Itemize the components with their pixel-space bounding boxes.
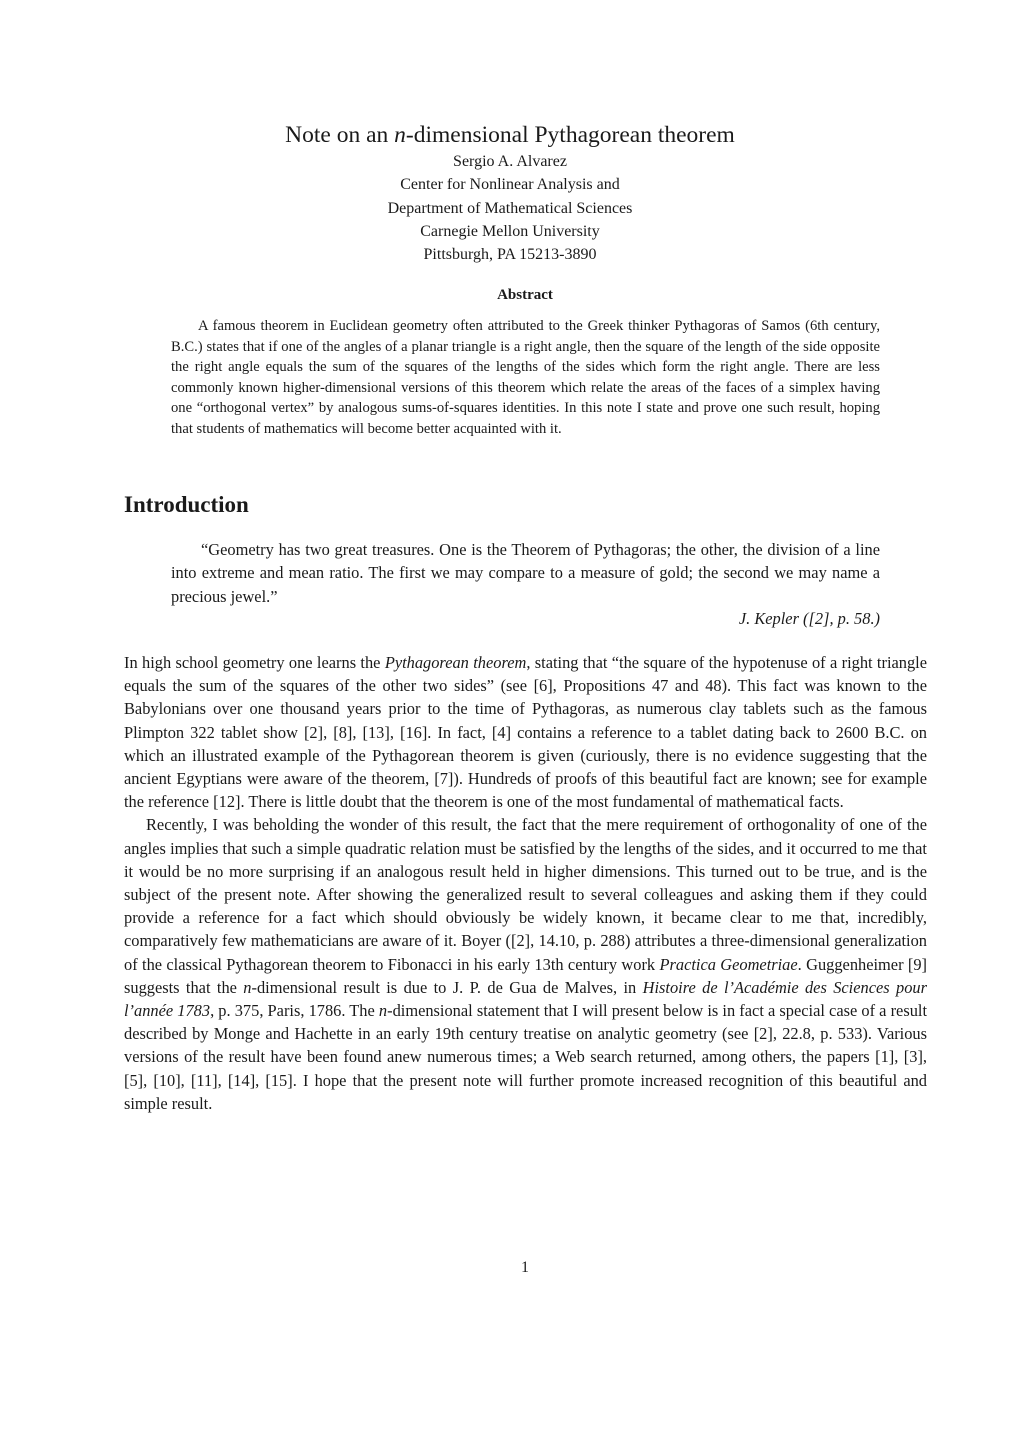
affiliation-line: Center for Nonlinear Analysis and — [400, 176, 620, 194]
affiliation-line: Carnegie Mellon University — [420, 222, 600, 240]
affiliation-line: Department of Mathematical Sciences — [387, 199, 633, 217]
title-suffix: -dimensional Pythagorean theorem — [405, 122, 735, 148]
author-name: Sergio A. Alvarez — [453, 153, 567, 170]
paragraph: In high school geometry one learns the Pythagorean theorem, stating that “the square of the hypotenuse of a right triangle equals the sum of the squares of the other two sides” (see [6], Propositions 47 and 48). This fact was known to the Babylonians over one thousand years prior to the time of Pythagoras, as numerous clay tablets such as the famous Plimpton 322 tablet show [2], [8], [13], [16]. In fact, [4] contains a reference to a tablet dating back to 2600 B.C. on which an illustrated example of the Pythagorean theorem is given (curiously, there is no evidence suggesting that the ancient Egyptians were aware of the theorem, [7]). Hundreds of proofs of this beautiful fact are known; see for example the reference [12]. There is little doubt that the theorem is one of the most fundamental of mathematical facts. — [124, 653, 927, 812]
epigraph-attribution: J. Kepler ([2], p. 58.) — [738, 609, 880, 628]
title-prefix: Note on an — [285, 122, 395, 148]
affiliation-line: Pittsburgh, PA 15213-3890 — [423, 246, 597, 264]
section-title: Introduction — [124, 492, 249, 517]
abstract-text: A famous theorem in Euclidean geometry often attributed to the Greek thinker Pythagoras of Samos (6th century, B.C.) states that if one of the angles of a planar triangle is a right angle, then the square of the length of the side opposite the right angle equals the sum of the squares of the lengths of the sides which form the right angle. There are less commonly known higher-dimensional versions of this theorem which relate the areas of the faces of a simplex having one “orthogonal vertex” by analogous sums-of-squares identities. In this note I state and prove one such result, hoping that students of mathematics will become better acquainted with it. — [171, 318, 880, 437]
title-variable: n — [394, 122, 406, 148]
page-number: 1 — [521, 1259, 529, 1276]
epigraph-quote: “Geometry has two great treasures. One is the Theorem of Pythagoras; the other, the division of a line into extreme and mean ratio. The first we may compare to a measure of gold; the second we may name a precious jewel.” — [171, 540, 880, 606]
paper-title — [0, 120, 1020, 150]
abstract-heading: Abstract — [497, 287, 553, 303]
author-block — [0, 150, 1020, 266]
paragraph: Recently, I was beholding the wonder of this result, the fact that the mere requirement of orthogonality of one of the angles implies that such a simple quadratic relation must be satisfied by the lengths of the sides, and it occurred to me that it would be no more surprising if an analogous result held in higher dimensions. This turned out to be true, and is the subject of the present note. After showing the generalized result to several colleagues and asking them if they could provide a reference for a fact which should obviously be widely known, it became clear to me that, incredibly, comparatively few mathematicians are aware of it. Boyer ([2], 14.10, p. 288) attributes a three-dimensional generalization of the classical Pythagorean theorem to Fibonacci in his early 13th century work Practica Geometriae. Guggenheimer [9] suggests that the n-dimensional result is due to J. P. de Gua de Malves, in Histoire de l’Académie des Sciences pour l’année 1783, p. 375, Paris, 1786. The n-dimensional statement that I will present below is in fact a special case of a result described by Monge and Hachette in an early 19th century treatise on analytic geometry (see [2], 22.8, p. 533). Various versions of the result have been found anew numerous times; a Web search returned, among others, the papers [1], [3], [5], [10], [11], [14], [15]. I hope that the present note will further promote increased recognition of this beautiful and simple result. — [124, 815, 927, 1113]
body-text — [124, 651, 927, 1115]
